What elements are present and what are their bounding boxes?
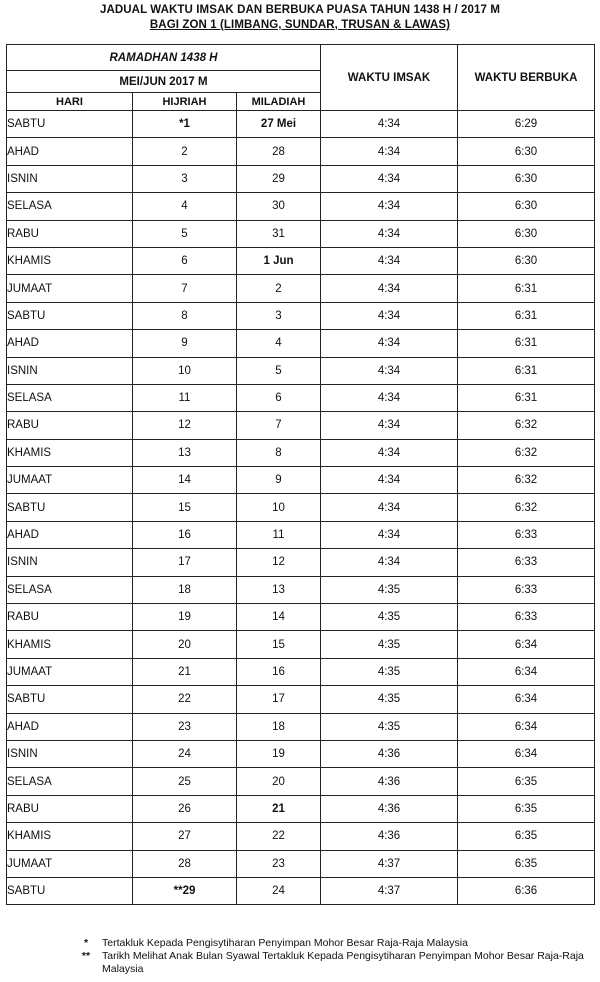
table-row — [7, 549, 595, 576]
imsak-time-cell: 4:34 — [321, 165, 458, 192]
footnote-mark: * — [83, 937, 89, 949]
imsak-time-cell: 4:36 — [321, 768, 458, 795]
miladiah-cell: 18 — [237, 713, 321, 740]
imsak-time-cell: 4:34 — [321, 138, 458, 165]
table-row — [7, 740, 595, 767]
ramadhan-header: RAMADHAN 1438 H — [7, 45, 321, 71]
miladiah-cell: 1 Jun — [237, 247, 321, 274]
footnote-mark: ** — [81, 950, 91, 962]
imsak-time-cell: 4:34 — [321, 302, 458, 329]
imsak-time-cell: 4:34 — [321, 247, 458, 274]
berbuka-time-cell: 6:33 — [458, 521, 595, 548]
table-row — [7, 494, 595, 521]
hari-cell: ISNIN — [7, 549, 133, 576]
miladiah-cell: 5 — [237, 357, 321, 384]
imsak-time-cell: 4:34 — [321, 384, 458, 411]
hari-cell: JUMAAT — [7, 275, 133, 302]
hari-cell: AHAD — [7, 713, 133, 740]
berbuka-time-cell: 6:34 — [458, 713, 595, 740]
miladiah-cell: 11 — [237, 521, 321, 548]
imsak-time-cell: 4:35 — [321, 604, 458, 631]
table-row — [7, 467, 595, 494]
miladiah-cell: 15 — [237, 631, 321, 658]
hijriah-cell: 26 — [133, 795, 237, 822]
table-row — [7, 658, 595, 685]
hijriah-cell: 23 — [133, 713, 237, 740]
table-body — [7, 111, 595, 905]
miladiah-cell: 19 — [237, 740, 321, 767]
table-row — [7, 768, 595, 795]
berbuka-time-cell: 6:31 — [458, 275, 595, 302]
berbuka-time-cell: 6:35 — [458, 768, 595, 795]
berbuka-time-cell: 6:32 — [458, 412, 595, 439]
berbuka-time-cell: 6:29 — [458, 111, 595, 138]
berbuka-time-cell: 6:31 — [458, 302, 595, 329]
hijriah-cell: 6 — [133, 247, 237, 274]
imsak-time-cell: 4:37 — [321, 850, 458, 877]
imsak-time-cell: 4:36 — [321, 823, 458, 850]
miladiah-cell: 23 — [237, 850, 321, 877]
hari-cell: KHAMIS — [7, 631, 133, 658]
imsak-time-cell: 4:35 — [321, 713, 458, 740]
hari-cell: SELASA — [7, 384, 133, 411]
footnotes — [70, 937, 590, 976]
miladiah-cell: 28 — [237, 138, 321, 165]
imsak-time-cell: 4:35 — [321, 631, 458, 658]
table-row — [7, 138, 595, 165]
hijriah-cell: 15 — [133, 494, 237, 521]
hari-cell: JUMAAT — [7, 658, 133, 685]
hari-cell: JUMAAT — [7, 467, 133, 494]
miladiah-cell: 29 — [237, 165, 321, 192]
miladiah-header: MILADIAH — [237, 93, 321, 111]
imsak-time-cell: 4:34 — [321, 220, 458, 247]
imsak-time-cell: 4:34 — [321, 521, 458, 548]
miladiah-cell: 2 — [237, 275, 321, 302]
imsak-time-cell: 4:34 — [321, 111, 458, 138]
hijriah-cell: 2 — [133, 138, 237, 165]
table-row — [7, 604, 595, 631]
hari-cell: RABU — [7, 795, 133, 822]
hijriah-cell: 5 — [133, 220, 237, 247]
imsak-time-cell: 4:34 — [321, 467, 458, 494]
table-row — [7, 412, 595, 439]
table-row — [7, 220, 595, 247]
hari-cell: SELASA — [7, 193, 133, 220]
hijriah-cell: 16 — [133, 521, 237, 548]
hijriah-cell: 7 — [133, 275, 237, 302]
footnote — [70, 937, 590, 950]
hijriah-cell: 22 — [133, 686, 237, 713]
table-row — [7, 111, 595, 138]
table-row — [7, 193, 595, 220]
hijriah-cell: 10 — [133, 357, 237, 384]
hijriah-cell: 25 — [133, 768, 237, 795]
imsak-time-cell: 4:35 — [321, 576, 458, 603]
hijriah-cell: **29 — [133, 877, 237, 904]
berbuka-time-cell: 6:30 — [458, 165, 595, 192]
berbuka-time-cell: 6:36 — [458, 877, 595, 904]
hari-cell: ISNIN — [7, 165, 133, 192]
hijriah-cell: 4 — [133, 193, 237, 220]
miladiah-cell: 24 — [237, 877, 321, 904]
berbuka-time-cell: 6:30 — [458, 220, 595, 247]
table-row — [7, 686, 595, 713]
hari-cell: ISNIN — [7, 740, 133, 767]
berbuka-time-cell: 6:32 — [458, 439, 595, 466]
table-row — [7, 384, 595, 411]
hijriah-cell: 27 — [133, 823, 237, 850]
imsak-time-cell: 4:34 — [321, 439, 458, 466]
hari-cell: SABTU — [7, 686, 133, 713]
miladiah-cell: 20 — [237, 768, 321, 795]
imsak-time-cell: 4:36 — [321, 740, 458, 767]
hari-cell: SELASA — [7, 576, 133, 603]
hari-cell: KHAMIS — [7, 823, 133, 850]
miladiah-cell: 4 — [237, 330, 321, 357]
miladiah-cell: 8 — [237, 439, 321, 466]
hijriah-cell: 21 — [133, 658, 237, 685]
table-row — [7, 357, 595, 384]
waktu-imsak-header: WAKTU IMSAK — [321, 45, 458, 111]
table-row — [7, 330, 595, 357]
miladiah-cell: 7 — [237, 412, 321, 439]
hari-header: HARI — [7, 93, 133, 111]
hari-cell: KHAMIS — [7, 247, 133, 274]
hari-cell: SELASA — [7, 768, 133, 795]
hijriah-cell: 12 — [133, 412, 237, 439]
miladiah-cell: 12 — [237, 549, 321, 576]
berbuka-time-cell: 6:32 — [458, 467, 595, 494]
berbuka-time-cell: 6:35 — [458, 823, 595, 850]
hijriah-cell: 20 — [133, 631, 237, 658]
miladiah-cell: 17 — [237, 686, 321, 713]
footnote-text: Tarikh Melihat Anak Bulan Syawal Tertakluk Kepada Pengisytiharan Penyimpan Mohor Besar Raja-Raja Malaysia — [102, 950, 584, 975]
table-row — [7, 823, 595, 850]
table-row — [7, 631, 595, 658]
berbuka-time-cell: 6:30 — [458, 138, 595, 165]
mei-jun-header: MEI/JUN 2017 M — [7, 71, 321, 93]
hijriah-cell: 9 — [133, 330, 237, 357]
berbuka-time-cell: 6:35 — [458, 795, 595, 822]
berbuka-time-cell: 6:34 — [458, 740, 595, 767]
imsak-time-cell: 4:37 — [321, 877, 458, 904]
hijriah-cell: *1 — [133, 111, 237, 138]
berbuka-time-cell: 6:34 — [458, 686, 595, 713]
table-row — [7, 877, 595, 904]
table-header — [7, 45, 595, 111]
berbuka-time-cell: 6:33 — [458, 604, 595, 631]
hijriah-header: HIJRIAH — [133, 93, 237, 111]
miladiah-cell: 22 — [237, 823, 321, 850]
hari-cell: JUMAAT — [7, 850, 133, 877]
table-row — [7, 795, 595, 822]
footnote — [70, 950, 590, 976]
miladiah-cell: 31 — [237, 220, 321, 247]
table-row — [7, 850, 595, 877]
hari-cell: SABTU — [7, 111, 133, 138]
miladiah-cell: 27 Mei — [237, 111, 321, 138]
hari-cell: SABTU — [7, 494, 133, 521]
hijriah-cell: 3 — [133, 165, 237, 192]
hari-cell: AHAD — [7, 521, 133, 548]
hijriah-cell: 18 — [133, 576, 237, 603]
hijriah-cell: 14 — [133, 467, 237, 494]
berbuka-time-cell: 6:32 — [458, 494, 595, 521]
miladiah-cell: 6 — [237, 384, 321, 411]
hijriah-cell: 24 — [133, 740, 237, 767]
berbuka-time-cell: 6:31 — [458, 330, 595, 357]
table-row — [7, 165, 595, 192]
table-row — [7, 713, 595, 740]
hari-cell: AHAD — [7, 330, 133, 357]
berbuka-time-cell: 6:30 — [458, 247, 595, 274]
miladiah-cell: 13 — [237, 576, 321, 603]
imsak-time-cell: 4:35 — [321, 658, 458, 685]
hari-cell: AHAD — [7, 138, 133, 165]
miladiah-cell: 21 — [237, 795, 321, 822]
hijriah-cell: 28 — [133, 850, 237, 877]
imsak-time-cell: 4:36 — [321, 795, 458, 822]
table-row — [7, 275, 595, 302]
miladiah-cell: 9 — [237, 467, 321, 494]
hari-cell: SABTU — [7, 877, 133, 904]
table-row — [7, 521, 595, 548]
waktu-berbuka-header: WAKTU BERBUKA — [458, 45, 595, 111]
hijriah-cell: 13 — [133, 439, 237, 466]
hari-cell: ISNIN — [7, 357, 133, 384]
hari-cell: RABU — [7, 220, 133, 247]
hijriah-cell: 19 — [133, 604, 237, 631]
prayer-schedule-table — [6, 44, 595, 905]
hari-cell: KHAMIS — [7, 439, 133, 466]
berbuka-time-cell: 6:31 — [458, 384, 595, 411]
miladiah-cell: 14 — [237, 604, 321, 631]
table-row — [7, 439, 595, 466]
imsak-time-cell: 4:34 — [321, 357, 458, 384]
berbuka-time-cell: 6:33 — [458, 549, 595, 576]
table-row — [7, 302, 595, 329]
berbuka-time-cell: 6:30 — [458, 193, 595, 220]
hijriah-cell: 11 — [133, 384, 237, 411]
imsak-time-cell: 4:34 — [321, 193, 458, 220]
hari-cell: RABU — [7, 604, 133, 631]
document-subtitle: BAGI ZON 1 (LIMBANG, SUNDAR, TRUSAN & LAWAS) — [149, 19, 451, 31]
table-row — [7, 247, 595, 274]
berbuka-time-cell: 6:31 — [458, 357, 595, 384]
imsak-time-cell: 4:34 — [321, 412, 458, 439]
berbuka-time-cell: 6:34 — [458, 631, 595, 658]
imsak-time-cell: 4:34 — [321, 494, 458, 521]
miladiah-cell: 30 — [237, 193, 321, 220]
miladiah-cell: 10 — [237, 494, 321, 521]
hari-cell: RABU — [7, 412, 133, 439]
berbuka-time-cell: 6:34 — [458, 658, 595, 685]
hijriah-cell: 8 — [133, 302, 237, 329]
footnote-text: Tertakluk Kepada Pengisytiharan Penyimpan Mohor Besar Raja-Raja Malaysia — [102, 937, 468, 949]
document-title: JADUAL WAKTU IMSAK DAN BERBUKA PUASA TAHUN 1438 H / 2017 M — [99, 4, 501, 16]
hijriah-cell: 17 — [133, 549, 237, 576]
berbuka-time-cell: 6:33 — [458, 576, 595, 603]
imsak-time-cell: 4:34 — [321, 275, 458, 302]
miladiah-cell: 3 — [237, 302, 321, 329]
imsak-time-cell: 4:35 — [321, 686, 458, 713]
hari-cell: SABTU — [7, 302, 133, 329]
berbuka-time-cell: 6:35 — [458, 850, 595, 877]
imsak-time-cell: 4:34 — [321, 549, 458, 576]
table-row — [7, 576, 595, 603]
miladiah-cell: 16 — [237, 658, 321, 685]
imsak-time-cell: 4:34 — [321, 330, 458, 357]
